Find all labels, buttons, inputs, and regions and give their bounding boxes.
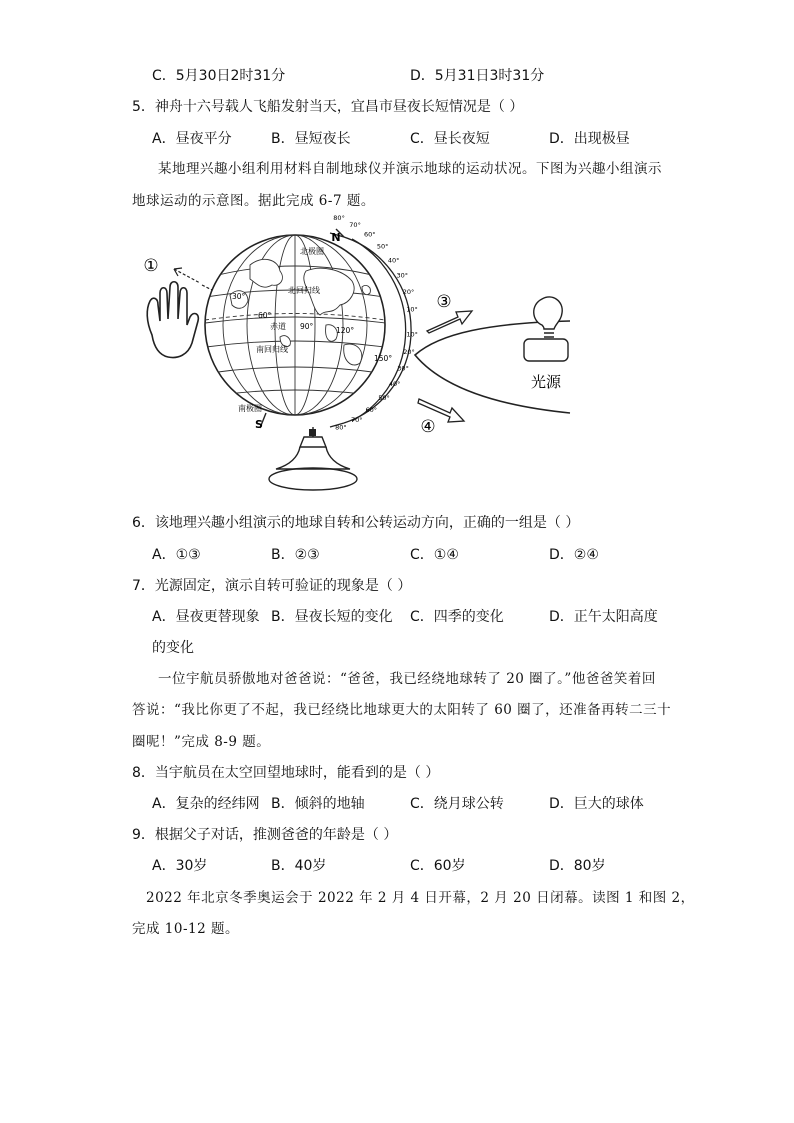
option-a: A．昼夜更替现象 (152, 609, 260, 625)
option-b: B．昼短夜长 (271, 131, 351, 147)
option-d: D．出现极昼 (549, 131, 630, 147)
question-stem: 9．根据父子对话，推测爸爸的年龄是（ ） (132, 827, 398, 843)
lon-60-label: 60° (258, 311, 272, 320)
question-stem: 5．神舟十六号载人飞船发射当天，宜昌市昼夜长短情况是（ ） (132, 99, 524, 115)
hand-icon (147, 282, 198, 358)
ring-scale-label: 80° (333, 213, 345, 222)
globe-figure (130, 213, 600, 500)
tropic-capricorn-label: 南回归线 (256, 345, 288, 354)
arctic-circle-label: 北极圈 (300, 247, 324, 256)
option-d: D．80岁 (549, 858, 606, 874)
ring-scale-label: 80° (335, 423, 347, 432)
option-a: A．①③ (152, 547, 201, 563)
option-d: D．②④ (549, 547, 599, 563)
ring-scale-label: 10° (406, 330, 418, 339)
passage-line: 完成 10-12 题。 (132, 921, 240, 937)
option-d-continued: 的变化 (152, 640, 194, 656)
marker-3: ③ (436, 292, 452, 312)
ring-scale-label: 50° (378, 393, 390, 402)
north-pole-label: N (331, 231, 341, 244)
lon-30-label: 30° (232, 292, 246, 301)
option-b: B．40岁 (271, 858, 327, 874)
ring-scale-label: 50° (376, 242, 389, 251)
passage-line: 答说：“我比你更了不起，我已经绕比地球更大的太阳转了 60 圈了，还准备再转二三十 (132, 702, 672, 718)
ring-scale-label: 20° (403, 348, 415, 356)
option-c: C．绕月球公转 (410, 796, 504, 812)
ring-scale-label: 40° (387, 256, 400, 265)
passage-line: 地球运动的示意图。据此完成 6-7 题。 (132, 193, 375, 209)
tropic-cancer-label: 北回归线 (288, 286, 320, 295)
ring-scale-label: 40° (388, 380, 401, 388)
ring-scale-label: 30° (397, 364, 409, 373)
lon-120-label: 120° (336, 326, 355, 335)
marker-1: ① (143, 256, 159, 276)
ring-scale-label: 20° (402, 288, 415, 297)
stand-mark (309, 429, 316, 436)
ring-scale-label: 60° (365, 406, 378, 414)
globe (205, 235, 392, 415)
option-b: B．昼夜长短的变化 (271, 609, 393, 625)
marker-4: ④ (420, 417, 436, 437)
ring-scale-label: 60° (364, 230, 376, 239)
question-stem: 8．当宇航员在太空回望地球时，能看到的是（ ） (132, 765, 440, 781)
option-a: A．复杂的经纬网 (152, 796, 260, 812)
light-source-label: 光源 (530, 373, 562, 391)
lon-90-label: 90° (300, 322, 314, 331)
option-c: C．5月30日2时31分 (152, 68, 286, 84)
option-d: D．巨大的球体 (549, 796, 644, 812)
option-d: D．正午太阳高度 (549, 609, 658, 625)
globe-stand (269, 427, 357, 490)
option-c: C．60岁 (410, 858, 466, 874)
equator-label: 赤道 (270, 322, 286, 331)
passage-line: 一位宇航员骄傲地对爸爸说：“爸爸，我已经绕地球转了 20 圈了。”他爸爸笑着回 (158, 671, 656, 687)
ring-scale-label: 70° (349, 221, 361, 229)
antarctic-circle-label: 南极圈 (238, 404, 262, 413)
option-c: C．昼长夜短 (410, 131, 490, 147)
south-pole-label: S (255, 418, 263, 431)
orbit-path (415, 321, 570, 413)
question-stem: 6．该地理兴趣小组演示的地球自转和公转运动方向，正确的一组是（ ） (132, 515, 580, 531)
option-c: C．四季的变化 (410, 609, 504, 625)
passage-line: 圈呢！”完成 8-9 题。 (132, 734, 271, 750)
option-b: B．倾斜的地轴 (271, 796, 365, 812)
option-a: A．昼夜平分 (152, 131, 232, 147)
option-a: A．30岁 (152, 858, 208, 874)
ring-scale-label: 10° (406, 305, 418, 314)
option-d: D．5月31日3时31分 (410, 68, 545, 84)
passage-line: 2022 年北京冬季奥运会于 2022 年 2 月 4 日开幕，2 月 20 日闭幕。读图 1 和图 2， (146, 890, 695, 906)
lon-150-label: 150° (374, 354, 393, 363)
question-stem: 7．光源固定，演示自转可验证的现象是（ ） (132, 578, 412, 594)
passage-line: 某地理兴趣小组利用材料自制地球仪并演示地球的运动状况。下图为兴趣小组演示 (158, 161, 662, 177)
option-c: C．①④ (410, 547, 459, 563)
option-b: B．②③ (271, 547, 320, 563)
ring-scale-label: 70° (351, 416, 363, 424)
ring-scale-label: 30° (396, 271, 409, 280)
light-bulb-icon (524, 297, 568, 361)
